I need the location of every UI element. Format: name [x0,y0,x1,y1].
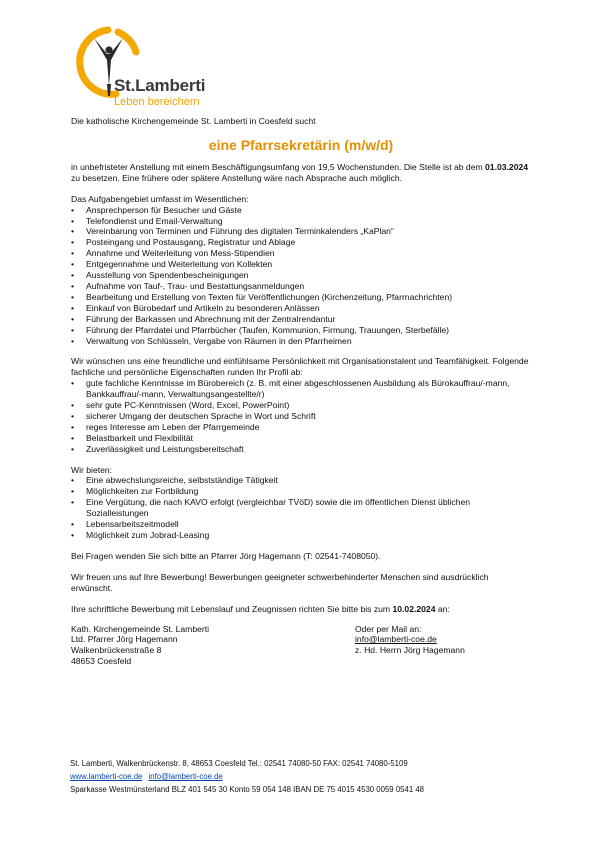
employment-paragraph [71,162,531,184]
list-item: • Führung der Pfarrdatei und Pfarrbücher (Taufen, Kommunion, Firmung, Trauungen, Sterbefälle) [71,325,531,336]
application-note: Wir freuen uns auf Ihre Bewerbung! Bewerbungen geeigneter schwerbehinderter Menschen sind ausdrücklich erwünscht. [71,571,489,593]
list-item: • Eine abwechslungsreiche, selbstständige Tätigkeit [71,475,531,486]
logo-tagline: Leben bereichern [114,96,200,108]
address-line: 48653 Coesfeld [71,656,132,667]
footer-links [70,770,424,783]
footer-address-line: St. Lamberti, Walkenbrückenstr. 8, 48653 Coesfeld Tel.: 02541 74080-50 FAX: 02541 74080-5109 [70,759,408,768]
profile-heading: Wir wünschen uns eine freundliche und einfühlsame Persönlichkeit mit Organisationstalent und Teamfähigkeit. Folgende fachliche und persönliche Eigenschaften runden Ihr Profil ab: [71,356,529,378]
list-item: • Belastbarkeit und Flexibilität [71,433,531,444]
job-posting-body [71,116,531,676]
address-block [71,624,531,676]
list-item: • Bearbeitung und Erstellung von Texten für Veröffentlichungen (Kirchenzeitung, Pfarrnachrichten) [71,292,531,303]
list-item: • Vereinbarung von Terminen und Führung des digitalen Terminkalenders „KaPlan“ [71,226,531,237]
list-item: • reges Interesse am Leben der Pfarrgemeinde [71,422,531,433]
deadline-paragraph [71,604,531,615]
list-item: • Telefondienst und Email-Verwaltung [71,216,531,227]
start-date: 01.03.2024 [485,161,529,172]
list-item: • Lebensarbeitszeitmodell [71,519,531,530]
intro-text: Die katholische Kirchengemeinde St. Lamberti in Coesfeld sucht [71,116,316,126]
list-item: • Verwaltung von Schlüsseln, Vergabe von Räumen in den Pfarrheimen [71,336,531,347]
tasks-heading: Das Aufgabengebiet umfasst im Wesentlichen: [71,193,249,204]
footer-website-link[interactable]: www.lamberti-coe.de [70,772,143,781]
list-item: • Eine Vergütung, die nach KAVO erfolgt (vergleichbar TVöD) sowie die im öffentlichen Dienst üblichen Sozialleistungen [71,497,531,519]
list-item: • Ausstellung von Spendenbescheinigungen [71,270,531,281]
address-line: Kath. Kirchengemeinde St. Lamberti [71,623,210,634]
mail-recipient: z. Hd. Herrn Jörg Hagemann [355,645,465,656]
list-item: • Möglichkeit zum Jobrad-Leasing [71,530,531,541]
letterhead-footer [70,757,424,796]
list-item: • Führung der Barkassen und Abrechnung mit der Zentralrendantur [71,314,531,325]
mail-label: Oder per Mail an: [355,623,422,634]
profile-list [71,378,531,454]
offer-heading: Wir bieten: [71,464,113,475]
job-title-headline: eine Pfarrsekretärin (m/w/d) [208,136,394,153]
footer-email-link[interactable]: info@lamberti-coe.de [148,772,223,781]
deadline-date: 10.02.2024 [392,603,436,614]
list-item: • gute fachliche Kenntnisse im Bürobereich (z. B. mit einer abgeschlossenen Ausbildung als Bürokauffrau/-mann, Bankkauffrau/-mann, Verwaltungsangestellte/r) [71,378,531,400]
list-item: • Zuverlässigkeit und Leistungsbereitschaft [71,444,531,455]
postal-address [71,624,209,668]
deadline-text-end: an: [435,603,450,614]
offer-list [71,475,531,540]
list-item: • Aufnahme von Tauf-, Trau- und Bestattungsanmeldungen [71,281,531,292]
deadline-text-start: Ihre schriftliche Bewerbung mit Lebenslauf und Zeugnissen richten Sie bitte bis zum [71,603,393,614]
address-line: Walkenbrückenstraße 8 [71,645,162,656]
footer-bank-line: Sparkasse Westmünsterland BLZ 401 545 30 Konto 59 054 148 IBAN DE 75 4015 4530 0059 0541 48 [70,785,424,794]
st-lamberti-logo [70,24,220,116]
list-item: • Ansprechperson für Besucher und Gäste [71,205,531,216]
list-item: • Möglichkeiten zur Fortbildung [71,486,531,497]
employment-text-end: zu besetzen. Eine frühere oder spätere Anstellung wäre nach Absprache auch möglich. [71,172,403,183]
tasks-list [71,205,531,347]
list-item: • Annahme und Weiterleitung von Mess-Stipendien [71,248,531,259]
questions-contact: Bei Fragen wenden Sie sich bitte an Pfarrer Jörg Hagemann (T: 02541-7408050). [71,550,381,561]
list-item: • Posteingang und Postausgang, Registratur und Ablage [71,237,531,248]
email-link[interactable]: info@lamberti-coe.de [355,634,437,645]
address-line: Ltd. Pfarrer Jörg Hagemann [71,634,178,645]
list-item: • Entgegennahme und Weiterleitung von Kollekten [71,259,531,270]
mail-contact [355,624,465,657]
list-item: • sicherer Umgang der deutschen Sprache in Wort und Schrift [71,411,531,422]
list-item: • sehr gute PC-Kenntnissen (Word, Excel, PowerPoint) [71,400,531,411]
list-item: • Einkauf von Bürobedarf und Artikeln zu besonderen Anlässen [71,303,531,314]
employment-text-start: in unbefristeter Anstellung mit einem Beschäftigungsumfang von 19,5 Wochenstunden. Die Stelle ist ab dem [71,161,486,172]
logo-name: St.Lamberti [114,76,206,95]
